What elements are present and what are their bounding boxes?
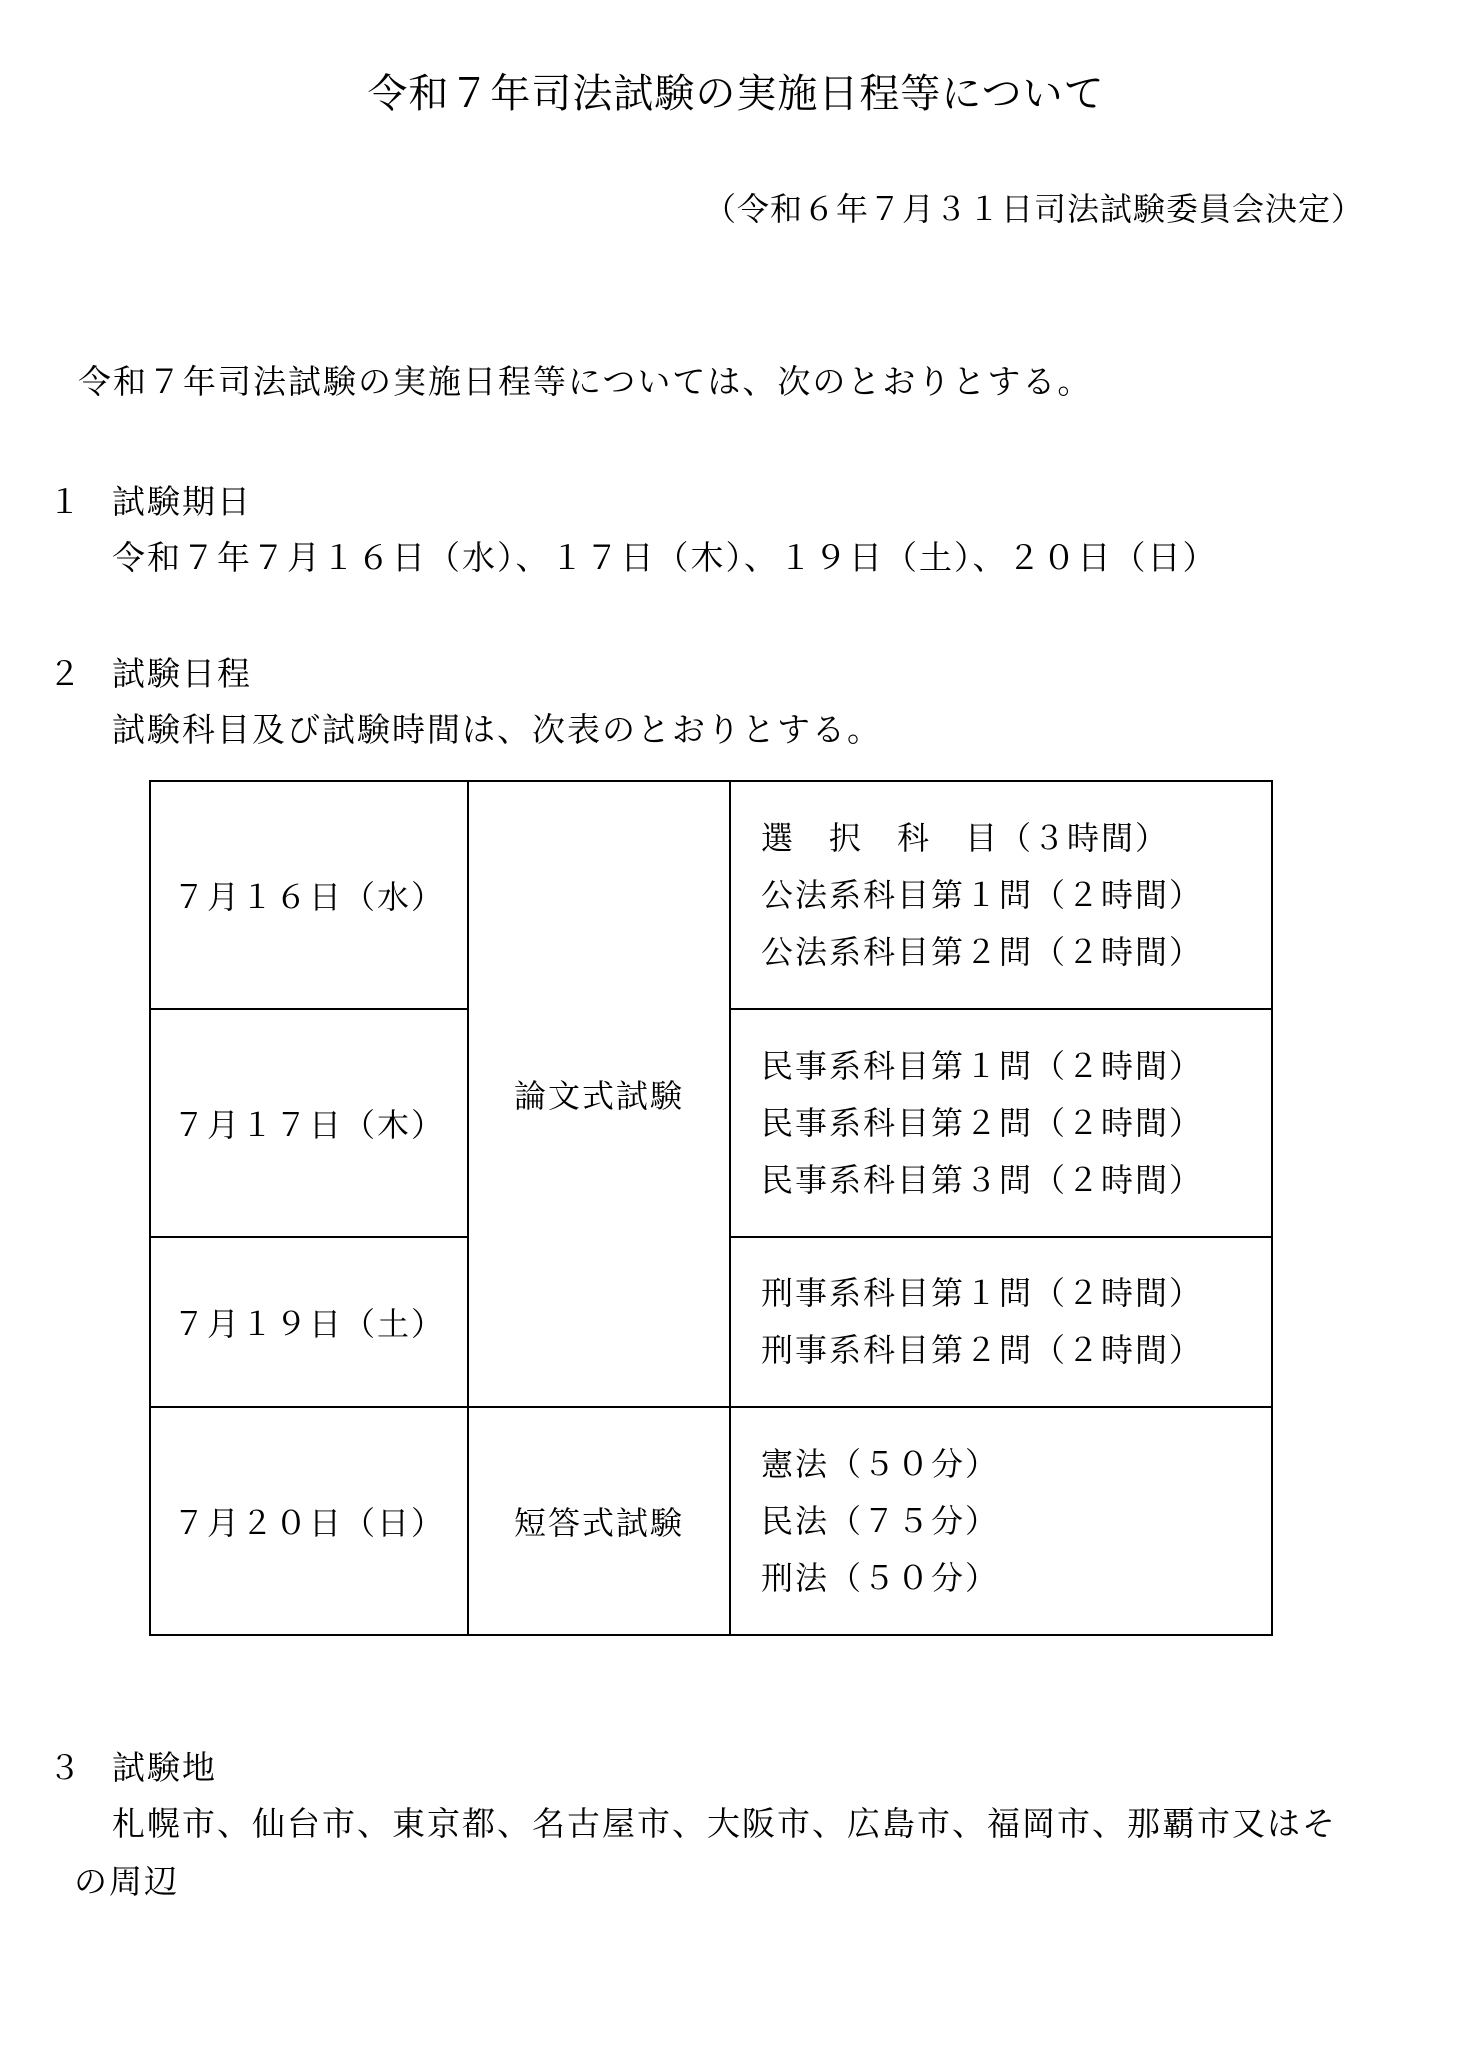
subject-item: 民事系科目第１問（２時間） bbox=[761, 1046, 1204, 1085]
date-cell: ７月１６日（水） bbox=[150, 781, 468, 1009]
table-row bbox=[150, 781, 1272, 1009]
subject-item: 刑法（５０分） bbox=[761, 1558, 1000, 1597]
subject-item: 刑事系科目第１問（２時間） bbox=[761, 1274, 1204, 1312]
subject-item: 民事系科目第２問（２時間） bbox=[761, 1103, 1204, 1142]
document-title: 令和７年司法試験の実施日程等について bbox=[367, 71, 1105, 117]
exam-type-cell: 短答式試験 bbox=[468, 1407, 730, 1635]
decision-note: （令和６年７月３１日司法試験委員会決定） bbox=[703, 190, 1364, 228]
section3-number: ３ bbox=[48, 1748, 83, 1787]
subjects-cell bbox=[730, 1237, 1272, 1407]
subjects-cell bbox=[730, 1407, 1272, 1635]
table-row bbox=[150, 1407, 1272, 1635]
date-cell: ７月１９日（土） bbox=[150, 1237, 468, 1407]
date-cell: ７月１７日（木） bbox=[150, 1009, 468, 1237]
subjects-cell bbox=[730, 1009, 1272, 1237]
section2-number: ２ bbox=[48, 654, 83, 693]
section1-heading: 試験期日 bbox=[112, 482, 252, 521]
section3-text-line1: 札幌市、仙台市、東京都、名古屋市、大阪市、広島市、福岡市、那覇市又はそ bbox=[112, 1804, 1337, 1843]
subjects-cell bbox=[730, 781, 1272, 1009]
section1-number: １ bbox=[48, 482, 83, 521]
subject-item: 公法系科目第２問（２時間） bbox=[761, 932, 1204, 971]
subject-item: 公法系科目第１問（２時間） bbox=[761, 875, 1204, 914]
date-cell: ７月２０日（日） bbox=[150, 1407, 468, 1635]
section3-text-line2: の周辺 bbox=[74, 1862, 179, 1901]
section2-heading: 試験日程 bbox=[112, 654, 252, 693]
section3-heading: 試験地 bbox=[112, 1748, 217, 1787]
subject-item: 憲法（５０分） bbox=[761, 1444, 1000, 1483]
exam-type-cell: 論文式試験 bbox=[468, 781, 730, 1407]
subject-item: 民事系科目第３問（２時間） bbox=[761, 1160, 1204, 1199]
intro-text: 令和７年司法試験の実施日程等については、次のとおりとする。 bbox=[78, 362, 1093, 401]
subject-item: 刑事系科目第２問（２時間） bbox=[761, 1331, 1204, 1369]
subject-item: 民法（７５分） bbox=[761, 1501, 1000, 1540]
section2-text: 試験科目及び試験時間は、次表のとおりとする。 bbox=[112, 710, 882, 749]
schedule-table bbox=[149, 780, 1273, 1636]
section1-text: 令和７年７月１６日（水）、１７日（木）、１９日（土）、２０日（日） bbox=[112, 538, 1218, 577]
subject-item: 選 択 科 目（３時間） bbox=[761, 818, 1170, 857]
